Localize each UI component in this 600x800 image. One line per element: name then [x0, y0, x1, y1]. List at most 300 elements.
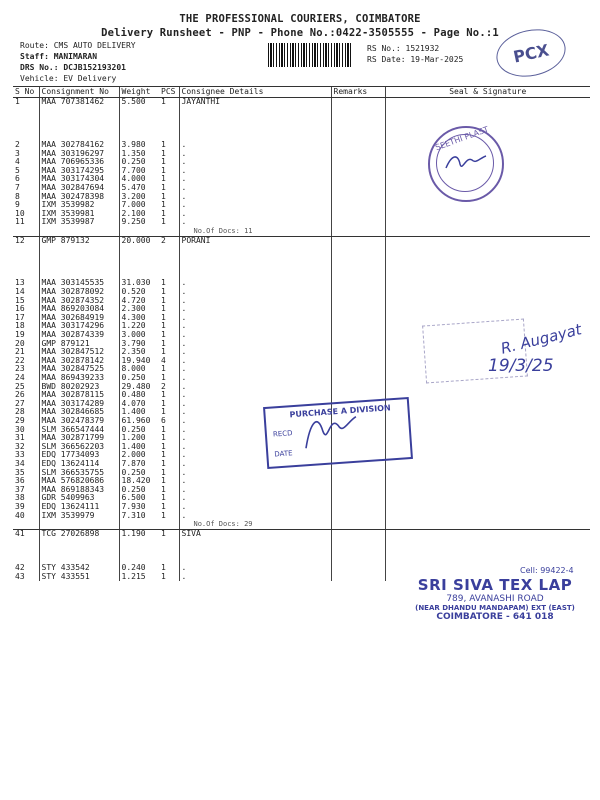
row-remarks	[331, 564, 385, 573]
table-header	[13, 87, 590, 98]
row-sno: 15	[15, 296, 25, 305]
row-seal	[385, 529, 590, 538]
row-sno: 43	[15, 572, 25, 581]
row-remarks	[331, 529, 385, 538]
company-name: THE PROFESSIONAL COURIERS, COIMBATORE	[179, 13, 421, 25]
row-remarks	[331, 322, 385, 331]
row-seal	[385, 383, 590, 392]
row-consignee-dot: .	[179, 503, 331, 512]
row-sno: 14	[15, 288, 25, 297]
row-remarks	[331, 365, 385, 374]
row-consignment: MAA 576820686	[39, 477, 119, 486]
row-pcs: 1	[161, 149, 166, 158]
table-row	[13, 288, 590, 297]
row-weight: 6.500	[119, 494, 159, 503]
row-pcs: 1	[161, 494, 166, 503]
row-consignment: MAA 706965336	[39, 158, 119, 167]
row-consignee: SIVA	[179, 529, 331, 538]
row-weight: 2.300	[119, 305, 159, 314]
row-pcs: 1	[161, 442, 166, 451]
row-consignee-dot: .	[179, 573, 331, 582]
row-pcs: 1	[161, 97, 166, 106]
row-weight: 9.250	[119, 218, 159, 227]
row-consignee-dot: .	[179, 434, 331, 443]
row-consignee-dot: .	[179, 348, 331, 357]
row-remarks	[331, 158, 385, 167]
row-consignee-dot: .	[179, 357, 331, 366]
table-row	[13, 218, 590, 227]
row-sno: 5	[15, 166, 20, 175]
row-sno: 38	[15, 494, 25, 503]
row-consignee-dot: .	[179, 400, 331, 409]
table-row	[13, 175, 590, 184]
row-consignment: SLM 366535755	[39, 469, 119, 478]
row-pcs: 1	[161, 313, 166, 322]
row-sno: 2	[15, 140, 20, 149]
row-sno: 17	[15, 313, 25, 322]
row-weight: 2.100	[119, 210, 159, 219]
rs-number: RS No.: 1521932	[367, 44, 440, 53]
row-sno: 41	[15, 529, 25, 538]
row-seal	[385, 210, 590, 219]
table-row	[13, 98, 590, 107]
siva-stamp-addr2: (NEAR DHANDU MANDAPAM) EXT (EAST)	[415, 604, 575, 612]
row-pcs: 1	[161, 209, 166, 218]
row-consignee-dot: .	[179, 141, 331, 150]
row-weight: 7.000	[119, 201, 159, 210]
row-consignment: GDR 5409963	[39, 494, 119, 503]
row-sno: 42	[15, 564, 25, 573]
row-pcs: 1	[161, 166, 166, 175]
row-pcs: 1	[161, 459, 166, 468]
row-consignment: IXM 3539979	[39, 512, 119, 521]
table-row	[13, 512, 590, 521]
table-row	[13, 503, 590, 512]
row-seal	[385, 297, 590, 306]
row-consignee-dot: .	[179, 175, 331, 184]
row-weight: 3.790	[119, 340, 159, 349]
row-seal	[385, 408, 590, 417]
table-row	[13, 141, 590, 150]
row-pcs: 1	[161, 158, 166, 167]
purchase-division-stamp	[263, 397, 413, 469]
row-pcs: 1	[161, 140, 166, 149]
row-consignment: MAA 303174289	[39, 400, 119, 409]
row-consignment: STY 433542	[39, 564, 119, 573]
row-consignee-dot: .	[179, 210, 331, 219]
row-consignee: PORANI	[179, 236, 331, 245]
row-weight: 8.000	[119, 365, 159, 374]
circle-stamp	[428, 126, 504, 202]
row-consignee-dot: .	[179, 167, 331, 176]
row-consignee-dot: .	[179, 340, 331, 349]
division-stamp-recd: RECD	[272, 429, 293, 439]
barcode	[268, 43, 352, 67]
docs-row	[13, 520, 590, 529]
row-remarks	[331, 486, 385, 495]
row-pcs: 1	[161, 408, 166, 417]
row-consignee-dot: .	[179, 193, 331, 202]
row-sno: 6	[15, 175, 20, 184]
division-stamp-title: PURCHASE A DIVISION	[289, 403, 391, 420]
row-consignment: MAA 302871799	[39, 434, 119, 443]
table-row	[13, 193, 590, 202]
row-pcs: 1	[161, 339, 166, 348]
row-weight: 3.200	[119, 193, 159, 202]
row-pcs: 1	[161, 425, 166, 434]
row-weight: 1.400	[119, 443, 159, 452]
row-consignment: MAA 302878115	[39, 391, 119, 400]
row-seal	[385, 451, 590, 460]
row-sno: 31	[15, 434, 25, 443]
row-sno: 25	[15, 382, 25, 391]
row-consignee-dot: .	[179, 383, 331, 392]
row-pcs: 1	[161, 468, 166, 477]
row-weight: 18.420	[119, 477, 159, 486]
table-row	[13, 564, 590, 573]
table-row	[13, 383, 590, 392]
row-pcs: 1	[161, 399, 166, 408]
col-sno: S No	[13, 87, 39, 98]
row-consignment: MAA 302478398	[39, 193, 119, 202]
spacer-row	[13, 538, 590, 547]
row-sno: 37	[15, 485, 25, 494]
row-pcs: 1	[161, 502, 166, 511]
row-remarks	[331, 503, 385, 512]
row-weight: 0.250	[119, 374, 159, 383]
row-consignment: MAA 302684919	[39, 314, 119, 323]
row-consignee-dot: .	[179, 494, 331, 503]
signature-3	[299, 408, 362, 456]
spacer-row	[13, 254, 590, 263]
row-weight: 0.250	[119, 158, 159, 167]
table-row	[13, 305, 590, 314]
row-weight: 0.520	[119, 288, 159, 297]
row-weight: 1.350	[119, 150, 159, 159]
row-consignment: MAA 303196297	[39, 150, 119, 159]
table-row	[13, 477, 590, 486]
row-consignee-dot: .	[179, 184, 331, 193]
row-consignee-dot: .	[179, 374, 331, 383]
row-sno: 4	[15, 158, 20, 167]
row-remarks	[331, 477, 385, 486]
row-consignment: MAA 302874339	[39, 331, 119, 340]
row-sno: 29	[15, 416, 25, 425]
row-weight: 1.400	[119, 408, 159, 417]
vehicle: Vehicle: EV Delivery	[20, 74, 117, 83]
spacer-row	[13, 555, 590, 564]
row-consignee-dot: .	[179, 279, 331, 288]
row-consignment: GMP 879121	[39, 340, 119, 349]
siva-stamp-city: COIMBATORE - 641 018	[436, 612, 554, 622]
row-consignee-dot: .	[179, 564, 331, 573]
signature-2-date: 19/3/25	[488, 356, 554, 376]
row-sno: 30	[15, 425, 25, 434]
row-seal	[385, 279, 590, 288]
row-remarks	[331, 494, 385, 503]
row-consignment: MAA 303174296	[39, 322, 119, 331]
row-remarks	[331, 98, 385, 107]
docs-row	[13, 227, 590, 236]
row-consignment: MAA 302878092	[39, 288, 119, 297]
spacer-row	[13, 245, 590, 254]
row-consignment: MAA 302878142	[39, 357, 119, 366]
row-weight: 5.500	[119, 98, 159, 107]
row-weight: 0.250	[119, 469, 159, 478]
table-row	[13, 236, 590, 245]
drs-number: DRS No.: DCJB152193201	[20, 63, 126, 72]
row-pcs: 6	[161, 416, 166, 425]
row-sno: 23	[15, 365, 25, 374]
row-pcs: 1	[161, 485, 166, 494]
table-row	[13, 279, 590, 288]
row-consignment: TCG 27026898	[39, 529, 119, 538]
row-remarks	[331, 297, 385, 306]
row-consignment: MAA 869439233	[39, 374, 119, 383]
row-seal	[385, 469, 590, 478]
row-seal	[385, 477, 590, 486]
row-pcs: 1	[161, 572, 166, 581]
row-seal	[385, 201, 590, 210]
siva-tex-stamp	[410, 576, 580, 622]
row-seal	[385, 417, 590, 426]
row-consignee-dot: .	[179, 365, 331, 374]
row-remarks	[331, 201, 385, 210]
row-remarks	[331, 175, 385, 184]
row-pcs: 1	[161, 374, 166, 382]
row-pcs: 4	[161, 356, 166, 365]
row-weight: 61.960	[119, 417, 159, 426]
circle-stamp-text: SEETHI PLAST	[434, 124, 490, 153]
row-sno: 16	[15, 305, 25, 314]
row-consignment: IXM 3539987	[39, 218, 119, 227]
row-seal	[385, 305, 590, 314]
spacer-row	[13, 547, 590, 556]
row-consignment: MAA 302847694	[39, 184, 119, 193]
table-row	[13, 184, 590, 193]
table-row	[13, 469, 590, 478]
row-seal	[385, 443, 590, 452]
row-sno: 18	[15, 322, 25, 331]
col-remarks: Remarks	[331, 87, 385, 98]
row-remarks	[331, 279, 385, 288]
row-consignment: MAA 302784162	[39, 141, 119, 150]
spacer-row	[13, 132, 590, 141]
row-consignee-dot: .	[179, 443, 331, 452]
row-pcs: 1	[161, 201, 166, 210]
row-seal	[385, 218, 590, 227]
row-sno: 26	[15, 391, 25, 400]
signature-1	[444, 150, 488, 174]
table-row	[13, 210, 590, 219]
row-pcs: 1	[161, 529, 166, 538]
col-consignee: Consignee Details	[179, 87, 331, 98]
row-sno: 1	[15, 97, 20, 106]
row-sno: 28	[15, 408, 25, 417]
row-remarks	[331, 184, 385, 193]
row-sno: 35	[15, 468, 25, 477]
row-pcs: 2	[161, 236, 166, 245]
row-weight: 0.480	[119, 391, 159, 400]
row-pcs: 1	[161, 365, 166, 374]
row-sno: 20	[15, 339, 25, 348]
row-pcs: 1	[161, 192, 166, 201]
row-pcs: 1	[161, 296, 166, 305]
row-weight: 1.220	[119, 322, 159, 331]
row-pcs: 1	[161, 348, 166, 357]
row-seal	[385, 426, 590, 435]
row-sno: 9	[15, 201, 20, 210]
row-pcs: 1	[161, 451, 166, 460]
row-consignment: SLM 366547444	[39, 426, 119, 435]
col-seal: Seal & Signature	[385, 87, 590, 98]
row-pcs: 1	[161, 477, 166, 486]
table-row	[13, 297, 590, 306]
row-consignment: MAA 302874352	[39, 297, 119, 306]
row-consignment: SLM 366562203	[39, 443, 119, 452]
row-seal	[385, 434, 590, 443]
row-consignee-dot: .	[179, 314, 331, 323]
division-stamp-date: DATE	[274, 449, 293, 459]
row-pcs: 1	[161, 288, 166, 297]
row-consignment: EDQ 17734093	[39, 451, 119, 460]
row-consignee-dot: .	[179, 331, 331, 340]
row-pcs: 1	[161, 218, 166, 227]
row-remarks	[331, 236, 385, 245]
row-consignee-dot: .	[179, 305, 331, 314]
row-consignee-dot: .	[179, 460, 331, 469]
row-consignee: JAYANTHI	[179, 98, 331, 107]
row-remarks	[331, 340, 385, 349]
row-sno: 11	[15, 218, 25, 227]
row-sno: 7	[15, 183, 20, 192]
row-pcs: 1	[161, 305, 166, 314]
row-consignee-dot: .	[179, 417, 331, 426]
row-consignment: MAA 302847512	[39, 348, 119, 357]
row-sno: 19	[15, 331, 25, 340]
row-sno: 34	[15, 459, 25, 468]
row-consignee-dot: .	[179, 512, 331, 521]
row-sno: 36	[15, 477, 25, 486]
staff: Staff: MANIMARAN	[20, 52, 98, 61]
row-consignee-dot: .	[179, 201, 331, 210]
row-pcs: 1	[161, 331, 166, 340]
row-pcs: 1	[161, 183, 166, 192]
row-consignee-dot: .	[179, 477, 331, 486]
row-remarks	[331, 573, 385, 582]
row-remarks	[331, 141, 385, 150]
siva-stamp-cell: Cell: 99422-4	[520, 566, 574, 575]
row-pcs: 1	[161, 279, 166, 288]
row-pcs: 1	[161, 175, 166, 184]
row-weight: 29.480	[119, 383, 159, 392]
row-remarks	[331, 357, 385, 366]
row-weight: 5.470	[119, 184, 159, 193]
row-sno: 24	[15, 374, 25, 382]
row-sno: 12	[15, 236, 25, 245]
row-consignee-dot: .	[179, 322, 331, 331]
row-consignment: GMP 879132	[39, 236, 119, 245]
row-pcs: 1	[161, 564, 166, 573]
row-weight: 4.070	[119, 400, 159, 409]
row-consignment: IXM 3539982	[39, 201, 119, 210]
row-sno: 13	[15, 279, 25, 288]
row-consignment: MAA 303145535	[39, 279, 119, 288]
row-pcs: 2	[161, 382, 166, 391]
row-remarks	[331, 218, 385, 227]
route: Route: CMS AUTO DELIVERY	[20, 41, 136, 50]
row-remarks	[331, 305, 385, 314]
row-remarks	[331, 348, 385, 357]
row-sno: 22	[15, 356, 25, 365]
col-consignment: Consignment No	[39, 87, 119, 98]
row-remarks	[331, 469, 385, 478]
row-remarks	[331, 210, 385, 219]
row-weight: 2.000	[119, 451, 159, 460]
row-seal	[385, 400, 590, 409]
table-row	[13, 494, 590, 503]
spacer-row	[13, 124, 590, 133]
row-weight: 3.980	[119, 141, 159, 150]
row-consignee-dot: .	[179, 150, 331, 159]
row-weight: 4.000	[119, 175, 159, 184]
runsheet-title: Delivery Runsheet - PNP - Phone No.:0422-3505555 - Page No.:1	[101, 27, 499, 39]
row-consignment: EDQ 13624114	[39, 460, 119, 469]
row-seal	[385, 288, 590, 297]
row-consignment: EDQ 13624111	[39, 503, 119, 512]
row-sno: 10	[15, 209, 25, 218]
row-seal	[385, 391, 590, 400]
row-consignment: BWD 80202923	[39, 383, 119, 392]
row-consignment: MAA 869188343	[39, 486, 119, 495]
pcx-stamp: PCX	[492, 23, 570, 83]
siva-stamp-addr: 789, AVANASHI ROAD	[446, 594, 544, 604]
row-pcs: 1	[161, 511, 166, 520]
row-consignment: STY 433551	[39, 573, 119, 582]
row-weight: 7.930	[119, 503, 159, 512]
row-consignment: MAA 302847525	[39, 365, 119, 374]
table-row	[13, 486, 590, 495]
table-row	[13, 201, 590, 210]
row-remarks	[331, 288, 385, 297]
row-consignment: MAA 303174304	[39, 175, 119, 184]
row-seal	[385, 460, 590, 469]
row-consignee-dot: .	[179, 297, 331, 306]
siva-stamp-name: SRI SIVA TEX LAP	[417, 576, 573, 594]
row-seal	[385, 512, 590, 521]
row-consignee-dot: .	[179, 426, 331, 435]
row-sno: 8	[15, 192, 20, 201]
spacer-row	[13, 262, 590, 271]
row-consignment: MAA 707381462	[39, 98, 119, 107]
row-remarks	[331, 167, 385, 176]
row-sno: 21	[15, 348, 25, 357]
row-weight: 3.000	[119, 331, 159, 340]
row-consignee-dot: .	[179, 469, 331, 478]
rs-date: RS Date: 19-Mar-2025	[367, 55, 464, 64]
row-remarks	[331, 150, 385, 159]
row-pcs: 1	[161, 391, 166, 400]
row-consignee-dot: .	[179, 408, 331, 417]
row-weight: 20.000	[119, 236, 159, 245]
row-seal	[385, 236, 590, 245]
row-consignee-dot: .	[179, 451, 331, 460]
row-remarks	[331, 512, 385, 521]
row-weight: 31.030	[119, 279, 159, 288]
row-seal	[385, 98, 590, 107]
row-weight: 0.250	[119, 426, 159, 435]
row-consignee-dot: .	[179, 288, 331, 297]
